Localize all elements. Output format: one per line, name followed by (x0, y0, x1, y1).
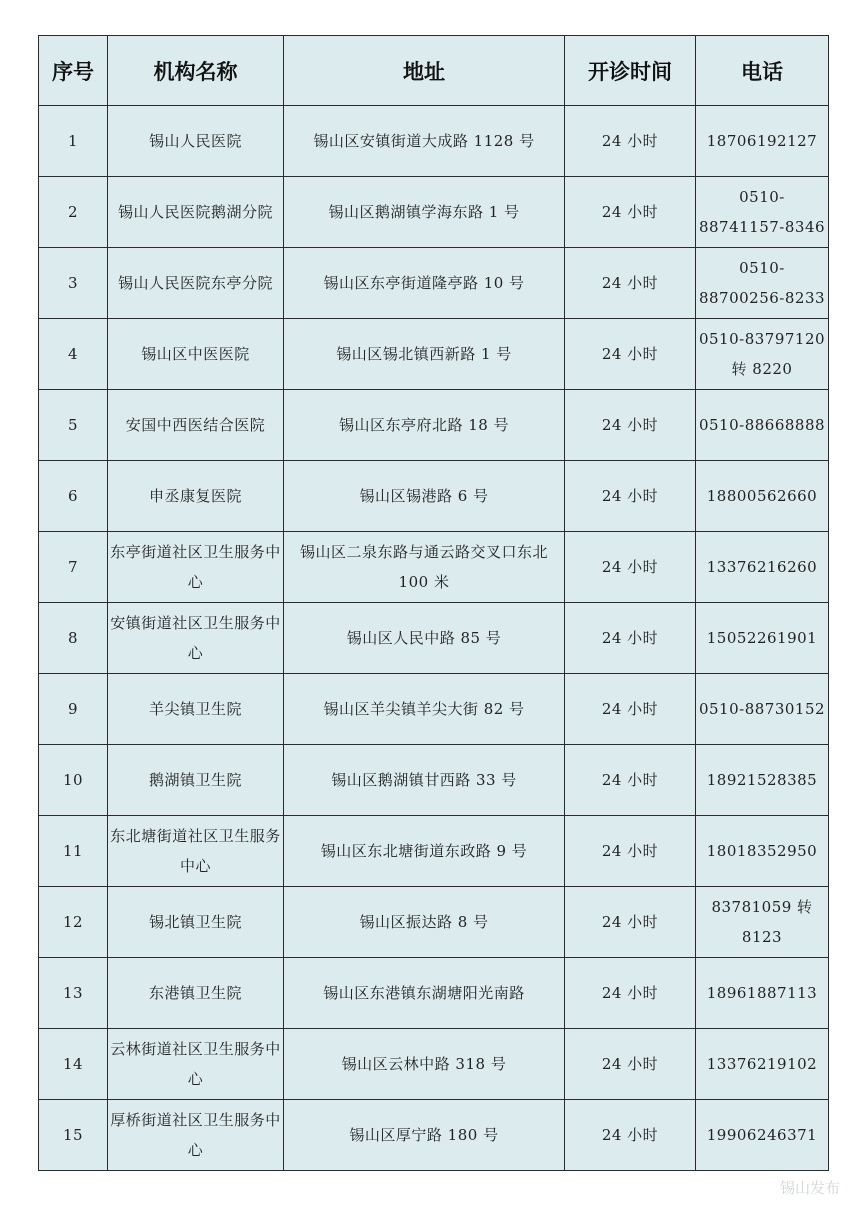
header-address: 地址 (284, 36, 565, 106)
cell-phone: 19906246371 (696, 1100, 829, 1171)
cell-address: 锡山区东亭街道隆亭路 10 号 (284, 248, 565, 319)
cell-hours: 24 小时 (565, 248, 696, 319)
cell-hours: 24 小时 (565, 177, 696, 248)
cell-hours: 24 小时 (565, 887, 696, 958)
cell-hours: 24 小时 (565, 319, 696, 390)
cell-no: 9 (39, 674, 108, 745)
cell-no: 14 (39, 1029, 108, 1100)
cell-hours: 24 小时 (565, 390, 696, 461)
cell-name: 锡山区中医医院 (108, 319, 284, 390)
table-row (39, 106, 829, 177)
table-row (39, 319, 829, 390)
table-row (39, 674, 829, 745)
cell-hours: 24 小时 (565, 1100, 696, 1171)
table-row (39, 1100, 829, 1171)
cell-phone: 18800562660 (696, 461, 829, 532)
cell-name: 安国中西医结合医院 (108, 390, 284, 461)
cell-hours: 24 小时 (565, 745, 696, 816)
cell-name: 锡山人民医院鹅湖分院 (108, 177, 284, 248)
cell-no: 8 (39, 603, 108, 674)
cell-no: 12 (39, 887, 108, 958)
cell-no: 10 (39, 745, 108, 816)
cell-address: 锡山区羊尖镇羊尖大街 82 号 (284, 674, 565, 745)
cell-hours: 24 小时 (565, 603, 696, 674)
header-no: 序号 (39, 36, 108, 106)
watermark: 锡山发布 (779, 1179, 840, 1197)
cell-no: 7 (39, 532, 108, 603)
cell-no: 11 (39, 816, 108, 887)
cell-phone: 15052261901 (696, 603, 829, 674)
cell-hours: 24 小时 (565, 1029, 696, 1100)
cell-phone: 18921528385 (696, 745, 829, 816)
cell-phone: 83781059 转 8123 (696, 887, 829, 958)
header-row (39, 36, 829, 106)
cell-name: 锡北镇卫生院 (108, 887, 284, 958)
cell-no: 3 (39, 248, 108, 319)
table-row (39, 177, 829, 248)
cell-phone: 0510-88730152 (696, 674, 829, 745)
cell-address: 锡山区锡港路 6 号 (284, 461, 565, 532)
table-header (39, 36, 829, 106)
cell-no: 2 (39, 177, 108, 248)
cell-phone: 0510-88700256-8233 (696, 248, 829, 319)
clinic-table (38, 35, 829, 1171)
header-phone: 电话 (696, 36, 829, 106)
cell-address: 锡山区东北塘街道东政路 9 号 (284, 816, 565, 887)
cell-no: 1 (39, 106, 108, 177)
header-name: 机构名称 (108, 36, 284, 106)
cell-name: 锡山人民医院东亭分院 (108, 248, 284, 319)
cell-phone: 18018352950 (696, 816, 829, 887)
cell-hours: 24 小时 (565, 816, 696, 887)
table-row (39, 461, 829, 532)
cell-name: 东北塘街道社区卫生服务中心 (108, 816, 284, 887)
cell-address: 锡山区鹅湖镇学海东路 1 号 (284, 177, 565, 248)
cell-hours: 24 小时 (565, 461, 696, 532)
table-row (39, 1029, 829, 1100)
table-body (39, 106, 829, 1171)
header-hours: 开诊时间 (565, 36, 696, 106)
cell-name: 安镇街道社区卫生服务中心 (108, 603, 284, 674)
cell-hours: 24 小时 (565, 674, 696, 745)
cell-no: 15 (39, 1100, 108, 1171)
cell-address: 锡山区安镇街道大成路 1128 号 (284, 106, 565, 177)
cell-name: 锡山人民医院 (108, 106, 284, 177)
cell-no: 13 (39, 958, 108, 1029)
cell-phone: 0510-83797120 转 8220 (696, 319, 829, 390)
cell-name: 云林街道社区卫生服务中心 (108, 1029, 284, 1100)
cell-address: 锡山区东亭府北路 18 号 (284, 390, 565, 461)
cell-name: 申丞康复医院 (108, 461, 284, 532)
cell-address: 锡山区人民中路 85 号 (284, 603, 565, 674)
table-row (39, 390, 829, 461)
cell-address: 锡山区二泉东路与通云路交叉口东北 100 米 (284, 532, 565, 603)
cell-address: 锡山区鹅湖镇甘西路 33 号 (284, 745, 565, 816)
cell-name: 东亭街道社区卫生服务中心 (108, 532, 284, 603)
cell-name: 东港镇卫生院 (108, 958, 284, 1029)
cell-phone: 13376216260 (696, 532, 829, 603)
table-row (39, 603, 829, 674)
cell-no: 5 (39, 390, 108, 461)
cell-no: 6 (39, 461, 108, 532)
cell-address: 锡山区厚宁路 180 号 (284, 1100, 565, 1171)
cell-phone: 0510-88741157-8346 (696, 177, 829, 248)
table-row (39, 887, 829, 958)
cell-address: 锡山区东港镇东湖塘阳光南路 (284, 958, 565, 1029)
cell-no: 4 (39, 319, 108, 390)
table-row (39, 958, 829, 1029)
table-row (39, 816, 829, 887)
table-row (39, 745, 829, 816)
cell-address: 锡山区振达路 8 号 (284, 887, 565, 958)
cell-phone: 0510-88668888 (696, 390, 829, 461)
cell-name: 羊尖镇卫生院 (108, 674, 284, 745)
cell-hours: 24 小时 (565, 106, 696, 177)
cell-phone: 18706192127 (696, 106, 829, 177)
cell-phone: 13376219102 (696, 1029, 829, 1100)
table-row (39, 248, 829, 319)
cell-name: 鹅湖镇卫生院 (108, 745, 284, 816)
cell-address: 锡山区云林中路 318 号 (284, 1029, 565, 1100)
table-row (39, 532, 829, 603)
cell-hours: 24 小时 (565, 532, 696, 603)
cell-hours: 24 小时 (565, 958, 696, 1029)
cell-name: 厚桥街道社区卫生服务中心 (108, 1100, 284, 1171)
cell-address: 锡山区锡北镇西新路 1 号 (284, 319, 565, 390)
cell-phone: 18961887113 (696, 958, 829, 1029)
